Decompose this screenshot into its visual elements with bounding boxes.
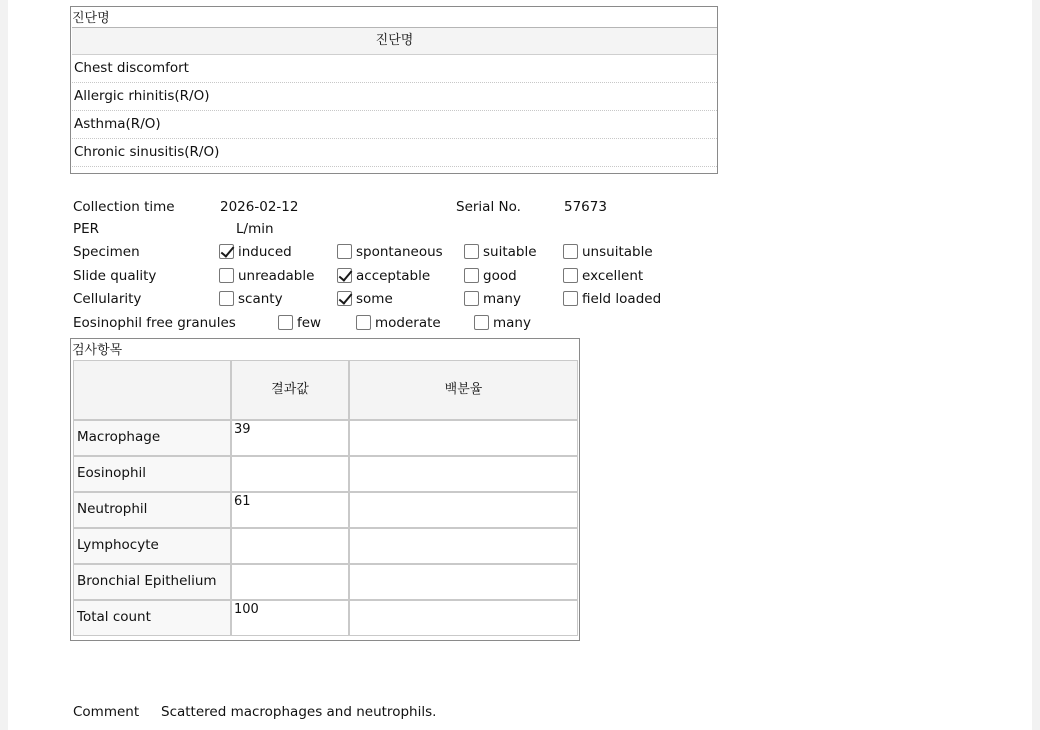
checkbox-icon[interactable] [563,268,578,283]
option-label: some [356,291,393,307]
slide-quality-option-acceptable[interactable] [337,268,430,284]
diagnosis-table-header: 진단명 [72,28,717,55]
diagnosis-section [70,6,718,174]
checkbox-checked-icon[interactable] [219,244,234,259]
cellularity-option-scanty[interactable] [219,291,283,307]
option-label: acceptable [356,268,431,284]
table-header-blank [73,360,231,420]
specimen-label: Specimen [73,244,140,260]
specimen-option-induced[interactable] [219,244,292,260]
specimen-option-unsuitable[interactable] [563,244,653,260]
serial-label: Serial No. [456,199,521,215]
table-header-result: 결과값 [231,360,349,420]
table-cell-result[interactable]: 100 [231,600,349,636]
eosinophil-option-moderate[interactable] [356,315,441,331]
checkbox-icon[interactable] [464,268,479,283]
table-row-label: Neutrophil [73,492,231,528]
option-label: many [483,291,521,307]
table-cell-percent[interactable] [349,528,578,564]
test-items-section [70,338,580,641]
table-cell-result[interactable] [231,564,349,600]
eosinophil-option-few[interactable] [278,315,321,331]
option-label: good [483,268,517,284]
cellularity-option-many[interactable] [464,291,521,307]
table-cell-result[interactable] [231,456,349,492]
comment-label: Comment [73,704,140,720]
specimen-option-suitable[interactable] [464,244,537,260]
table-row-label: Macrophage [73,420,231,456]
cellularity-option-some[interactable] [337,291,393,307]
table-cell-percent[interactable] [349,600,578,636]
table-cell-result[interactable] [231,528,349,564]
checkbox-icon[interactable] [563,291,578,306]
table-header-percent: 백분율 [349,360,578,420]
checkbox-icon[interactable] [474,315,489,330]
option-label: many [493,315,531,331]
option-label: unsuitable [582,244,653,260]
table-row-label: Total count [73,600,231,636]
table-cell-result[interactable]: 61 [231,492,349,528]
collection-time-label: Collection time [73,199,175,215]
cellularity-option-field-loaded[interactable] [563,291,661,307]
diagnosis-row: Allergic rhinitis(R/O) [72,83,717,111]
checkbox-icon[interactable] [219,268,234,283]
report-page [8,0,1032,730]
cellularity-label: Cellularity [73,291,142,307]
option-label: suitable [483,244,537,260]
option-label: field loaded [582,291,662,307]
diagnosis-section-title: 진단명 [72,11,110,26]
slide-quality-option-good[interactable] [464,268,517,284]
option-label: moderate [375,315,441,331]
table-row-label: Bronchial Epithelium [73,564,231,600]
option-label: unreadable [238,268,315,284]
per-unit: L/min [236,221,274,237]
option-label: excellent [582,268,644,284]
collection-time-value: 2026-02-12 [220,199,299,215]
table-row-label: Lymphocyte [73,528,231,564]
table-cell-percent[interactable] [349,456,578,492]
option-label: induced [238,244,292,260]
slide-quality-label: Slide quality [73,268,157,284]
checkbox-checked-icon[interactable] [337,268,352,283]
checkbox-icon[interactable] [278,315,293,330]
checkbox-icon[interactable] [464,291,479,306]
specimen-option-spontaneous[interactable] [337,244,443,260]
table-cell-percent[interactable] [349,420,578,456]
checkbox-icon[interactable] [337,244,352,259]
diagnosis-row: Asthma(R/O) [72,111,717,139]
table-row-label: Eosinophil [73,456,231,492]
checkbox-icon[interactable] [464,244,479,259]
table-cell-result[interactable]: 39 [231,420,349,456]
diagnosis-row: Chest discomfort [72,55,717,83]
checkbox-icon[interactable] [219,291,234,306]
diagnosis-table [72,27,717,167]
slide-quality-option-excellent[interactable] [563,268,643,284]
option-label: few [297,315,322,331]
eosinophil-option-many[interactable] [474,315,531,331]
checkbox-icon[interactable] [356,315,371,330]
serial-value: 57673 [564,199,607,215]
option-label: spontaneous [356,244,443,260]
option-label: scanty [238,291,283,307]
diagnosis-row: Chronic sinusitis(R/O) [72,139,717,167]
eosinophil-granules-label: Eosinophil free granules [73,315,236,331]
checkbox-icon[interactable] [563,244,578,259]
checkbox-checked-icon[interactable] [337,291,352,306]
table-cell-percent[interactable] [349,564,578,600]
comment-text: Scattered macrophages and neutrophils. [161,704,437,720]
table-cell-percent[interactable] [349,492,578,528]
per-label: PER [73,221,100,237]
test-items-section-title: 검사항목 [72,343,123,358]
slide-quality-option-unreadable[interactable] [219,268,314,284]
